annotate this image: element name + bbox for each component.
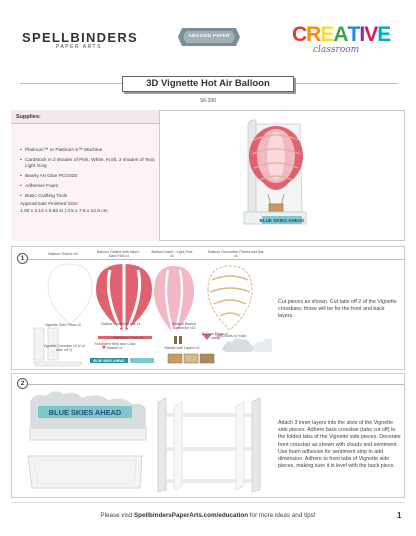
step1-instruction: Cut pieces as shown. Cut tabs off 2 of the Vignette crossbars; those will be for the front and back layers. bbox=[278, 299, 397, 320]
creative-letter: E bbox=[320, 23, 334, 46]
step2-number: 2 bbox=[17, 378, 28, 389]
label-stabilizer: Balloon Stabilizer Bar x1 bbox=[101, 322, 141, 326]
supply-item: • Adhesive Foam bbox=[20, 184, 156, 190]
label-basket-connector: Balloon Basket Connector x10 bbox=[172, 322, 196, 330]
supply-item: • Platinum™ or Platinum 6™ Machine bbox=[20, 148, 156, 154]
step1-number: 1 bbox=[17, 253, 28, 264]
creative-letter: T bbox=[347, 23, 360, 46]
sku-number: S6-200 bbox=[199, 98, 217, 104]
label-decorative: Balloon Decorative Pieces and Bar x1 bbox=[208, 250, 264, 258]
supply-item: • Basic Crafting Tools bbox=[20, 194, 156, 200]
supplies-list bbox=[20, 148, 156, 204]
creative-letter: V bbox=[364, 23, 378, 46]
sentiment-text: BLUE SKIES AHEAD bbox=[259, 218, 305, 223]
classroom-logo-text: classroom bbox=[313, 45, 360, 55]
creative-letter: I bbox=[359, 23, 365, 46]
label-separator: Separator Circle x4 bbox=[112, 336, 144, 340]
badge-text: AMAZING PAPER bbox=[188, 33, 230, 38]
creative-letter: E bbox=[377, 23, 391, 46]
inner-layer-panel bbox=[174, 402, 182, 490]
brand-name: SPELLBINDERS bbox=[22, 30, 139, 45]
piece-decorative-bands bbox=[210, 276, 250, 316]
supplies-heading: Supplies: bbox=[11, 110, 159, 124]
supply-item: • Cardstock in 2 shades of Pink, White, Kraft, 2 shades of Teal, Light Gray bbox=[20, 158, 156, 170]
step2-assembly-illustration bbox=[24, 388, 272, 496]
label-sentiment-strip: Sentiment Strip and Color Basket x1 bbox=[94, 342, 136, 350]
piece-basket-layer bbox=[184, 354, 198, 363]
label-balloon-outline: Balloon Outline x5 bbox=[48, 252, 78, 256]
supply-item: • Bearly Art Glue PCG02E bbox=[20, 174, 156, 180]
label-flags: Balloon Flags x2 each bbox=[201, 332, 229, 340]
step2-rule bbox=[28, 384, 404, 385]
label-crossbar: Vignette Crossbar x3 (Cut tabs off 2) bbox=[43, 344, 85, 352]
creative-letter: C bbox=[292, 23, 307, 46]
balloon-insert-center bbox=[267, 132, 285, 180]
page-header bbox=[0, 0, 416, 70]
piece-basket-layer bbox=[168, 354, 182, 363]
creative-logo bbox=[292, 24, 390, 45]
page-number: 1 bbox=[397, 511, 402, 520]
creative-letter: A bbox=[333, 23, 348, 46]
vignette-side-piece bbox=[158, 398, 166, 492]
vignette-side-piece bbox=[252, 398, 260, 492]
footer-prefix: Please visit bbox=[100, 512, 134, 519]
piece-balloon-outline bbox=[48, 264, 92, 324]
piece-crossbar bbox=[34, 362, 82, 366]
label-clouds: Clouds x2 each bbox=[221, 334, 247, 338]
label-balloon-outline-insert: Balloon Outline with Insert - Dark Pink x1 bbox=[97, 250, 141, 258]
creative-letter: R bbox=[306, 23, 321, 46]
piece-basket-layer bbox=[200, 354, 214, 363]
piece-basket-connector bbox=[179, 336, 182, 344]
footer-rule bbox=[11, 502, 405, 503]
step2-sentiment-text: BLUE SKIES AHEAD bbox=[48, 408, 122, 417]
back-crossbar bbox=[28, 456, 142, 488]
label-balloon-insert: Balloon Insert - Light Pink x1 bbox=[151, 250, 193, 258]
piece-color-basket bbox=[130, 358, 154, 363]
footer-link[interactable]: SpellbindersPaperArts.com/education bbox=[133, 512, 249, 519]
label-basket-layers: Basket with Layers x3 bbox=[164, 346, 200, 350]
label-vignette-side: Vignette Side Piece x2 bbox=[44, 323, 82, 327]
piece-cloud bbox=[252, 338, 272, 352]
finished-size bbox=[20, 202, 156, 215]
finished-balloon-illustration bbox=[224, 114, 324, 238]
brand-sub: PAPER ARTS bbox=[56, 44, 102, 50]
piece-basket-connector bbox=[174, 336, 177, 344]
inner-layer-panel bbox=[236, 402, 244, 490]
piece-sentiment-text: BLUE SKIES AHEAD bbox=[93, 359, 125, 363]
finished-size-label: Approximate Finished Size: bbox=[20, 202, 79, 207]
finished-size-value: 1.30 x 3.10 x 5.80 in | 3.5 x 7.9 x 14.8 cm bbox=[20, 208, 108, 214]
footer-text bbox=[0, 512, 416, 519]
piece-cloud bbox=[222, 338, 253, 352]
panel-divider bbox=[159, 110, 160, 241]
page-title: 3D Vignette Hot Air Balloon bbox=[122, 76, 294, 92]
footer-suffix: for more ideas and tips! bbox=[248, 512, 316, 519]
front-crossbar bbox=[30, 428, 146, 440]
step2-instruction: Attach 3 inner layers into the slots of the Vignette side pieces. Adhere back crossbar (tabs cut off) to the folded tabs of the Vignette side pieces. Decorate front crossbar as shown with clouds and sentiment. Use foam adhesive for sentiment strip to add dimension. Adhere to front tabs of Vignette side pieces, making sure it is level with the back piece. bbox=[278, 420, 401, 470]
